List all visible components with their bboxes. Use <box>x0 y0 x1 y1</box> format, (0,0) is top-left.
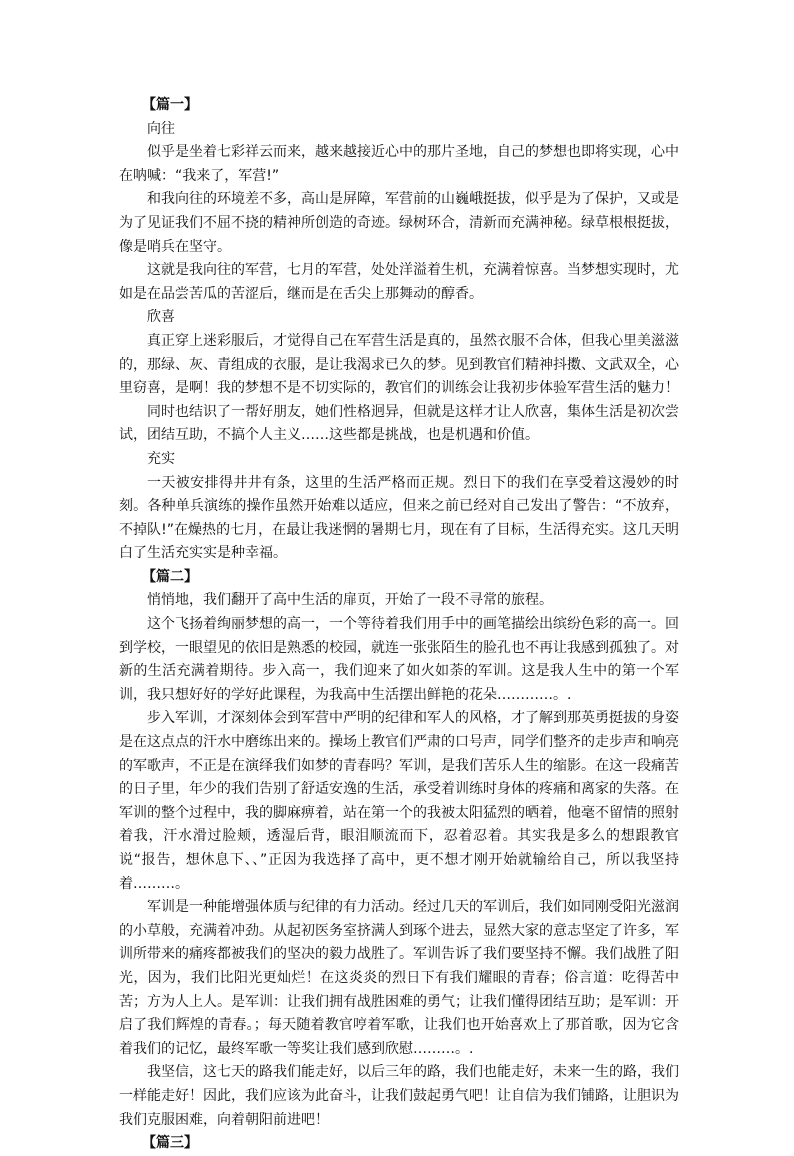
subheading-chongshi: 充实 <box>147 450 175 467</box>
paragraph: 军训是一种能增强体质与纪律的有力活动。经过几天的军训后，我们如同刚受阳光滋润的小草般，充满着冲劲。从起初医务室挤满人到琢个进去，显然大家的意志坚定了许多，军训所带来的痛疼都被我们的坚决的毅力战胜了。军训告诉了我们要坚持不懈。我们战胜了阳光，因为，我们比阳光更灿烂！在这炎炎的烈日下有我们耀眼的青春；俗言道：吃得苦中苦；方为人上人。是军训：让我们拥有战胜困难的勇气；让我们懂得团结互助；是军训：开启了我们辉煌的青春。；每天随着教官哼着军歌，让我们也开始喜欢上了那首歌，因为它含着我们的记忆，最终军歌一等奖让我们感到欣慰………。. <box>119 899 679 1057</box>
paragraph: 悄悄地，我们翻开了高中生活的扉页，开始了一段不寻常的旅程。 <box>147 592 553 609</box>
section-heading-1: 【篇一】 <box>142 97 198 113</box>
subheading-xiangwang: 向往 <box>147 120 175 137</box>
subheading-xinxi: 欣喜 <box>147 309 175 326</box>
section-heading-2: 【篇二】 <box>142 568 198 585</box>
paragraph: 这就是我向往的军营，七月的军营，处处洋溢着生机，充满着惊喜。当梦想实现时，尤如是在品尝苦瓜的苦涩后，继而是在舌尖上那舞动的醇香。 <box>119 262 679 302</box>
section-heading-3: 【篇三】 <box>142 1135 198 1152</box>
document-body <box>119 94 679 1156</box>
paragraph: 这个飞扬着绚丽梦想的高一，一个等待着我们用手中的画笔描绘出缤纷色彩的高一。回到学校，一眼望见的依旧是熟悉的校园，就连一张张陌生的脸孔也不再让我感到孤独了。对新的生活充满着期待。步入高一，我们迎来了如火如荼的军训。这是我人生中的第一个军训，我只想好好的学好此课程，为我高中生活摆出鲜艳的花朵…………。. <box>119 616 679 703</box>
paragraph: 同时也结识了一帮好朋友，她们性格迥异，但就是这样才让人欣喜，集体生活是初次尝试，团结互助，不搞个人主义……这些都是挑战，也是机遇和价值。 <box>119 403 679 444</box>
paragraph: 步入军训，才深刻体会到军营中严明的纪律和军人的风格，才了解到那英勇挺拔的身姿是在这点点的汗水中磨练出来的。操场上教官们严肃的口号声，同学们整齐的走步声和响亮的军歌声，不正是在演绎我们如梦的青春吗？军训，是我们苦乐人生的缩影。在这一段痛苦的日子里，年少的我们告别了舒适安逸的生活，承受着训练时身体的疼痛和离家的失落。在军训的整个过程中，我的脚麻痹着，站在第一个的我被太阳猛烈的晒着，他毫不留情的照射着我，汗水滑过脸颊，透湿后背，眼泪顺流而下，忍着忍着。其实我是多么的想跟教官说“报告，想休息下、、”正因为我选择了高中，更不想才刚开始就输给自己，所以我坚持着………。 <box>119 710 679 892</box>
paragraph: 真正穿上迷彩服后，才觉得自己在军营生活是真的，虽然衣服不合体，但我心里美滋滋的，那绿、灰、青组成的衣服，是让我渴求已久的梦。见到教官们精神抖擞、文武双全，心里窃喜，是啊！我的梦想不是不切实际的，教官们的训练会让我初步体验军营生活的魅力！ <box>119 332 679 397</box>
paragraph: 我坚信，这七天的路我们能走好，以后三年的路，我们也能走好，未来一生的路，我们一样能走好！因此，我们应该为此奋斗，让我们鼓起勇气吧！让自信为我们铺路，让胆识为我们克服困难，向着朝阳前进吧！ <box>119 1064 679 1128</box>
paragraph: 似乎是坐着七彩祥云而来，越来越接近心中的那片圣地，自己的梦想也即将实现，心中在呐喊：“我来了，军营!” <box>119 144 679 184</box>
paragraph: 和我向往的环境差不多，高山是屏障，军营前的山巍峨挺拔，似乎是为了保护，又或是为了见证我们不屈不挠的精神所创造的奇迹。绿树环合，清新而充满神秘。绿草根根挺拔，像是哨兵在坚守。 <box>119 191 679 255</box>
paragraph: 一天被安排得井井有条，这里的生活严格而正规。烈日下的我们在享受着这漫妙的时刻。各种单兵演练的操作虽然开始难以适应，但来之前已经对自己发出了警告：“不放弃，不掉队!”在燥热的七月，在最让我迷惘的暑期七月，现在有了目标，生活得充实。这几天明白了生活充实实是种幸福。 <box>119 474 679 562</box>
